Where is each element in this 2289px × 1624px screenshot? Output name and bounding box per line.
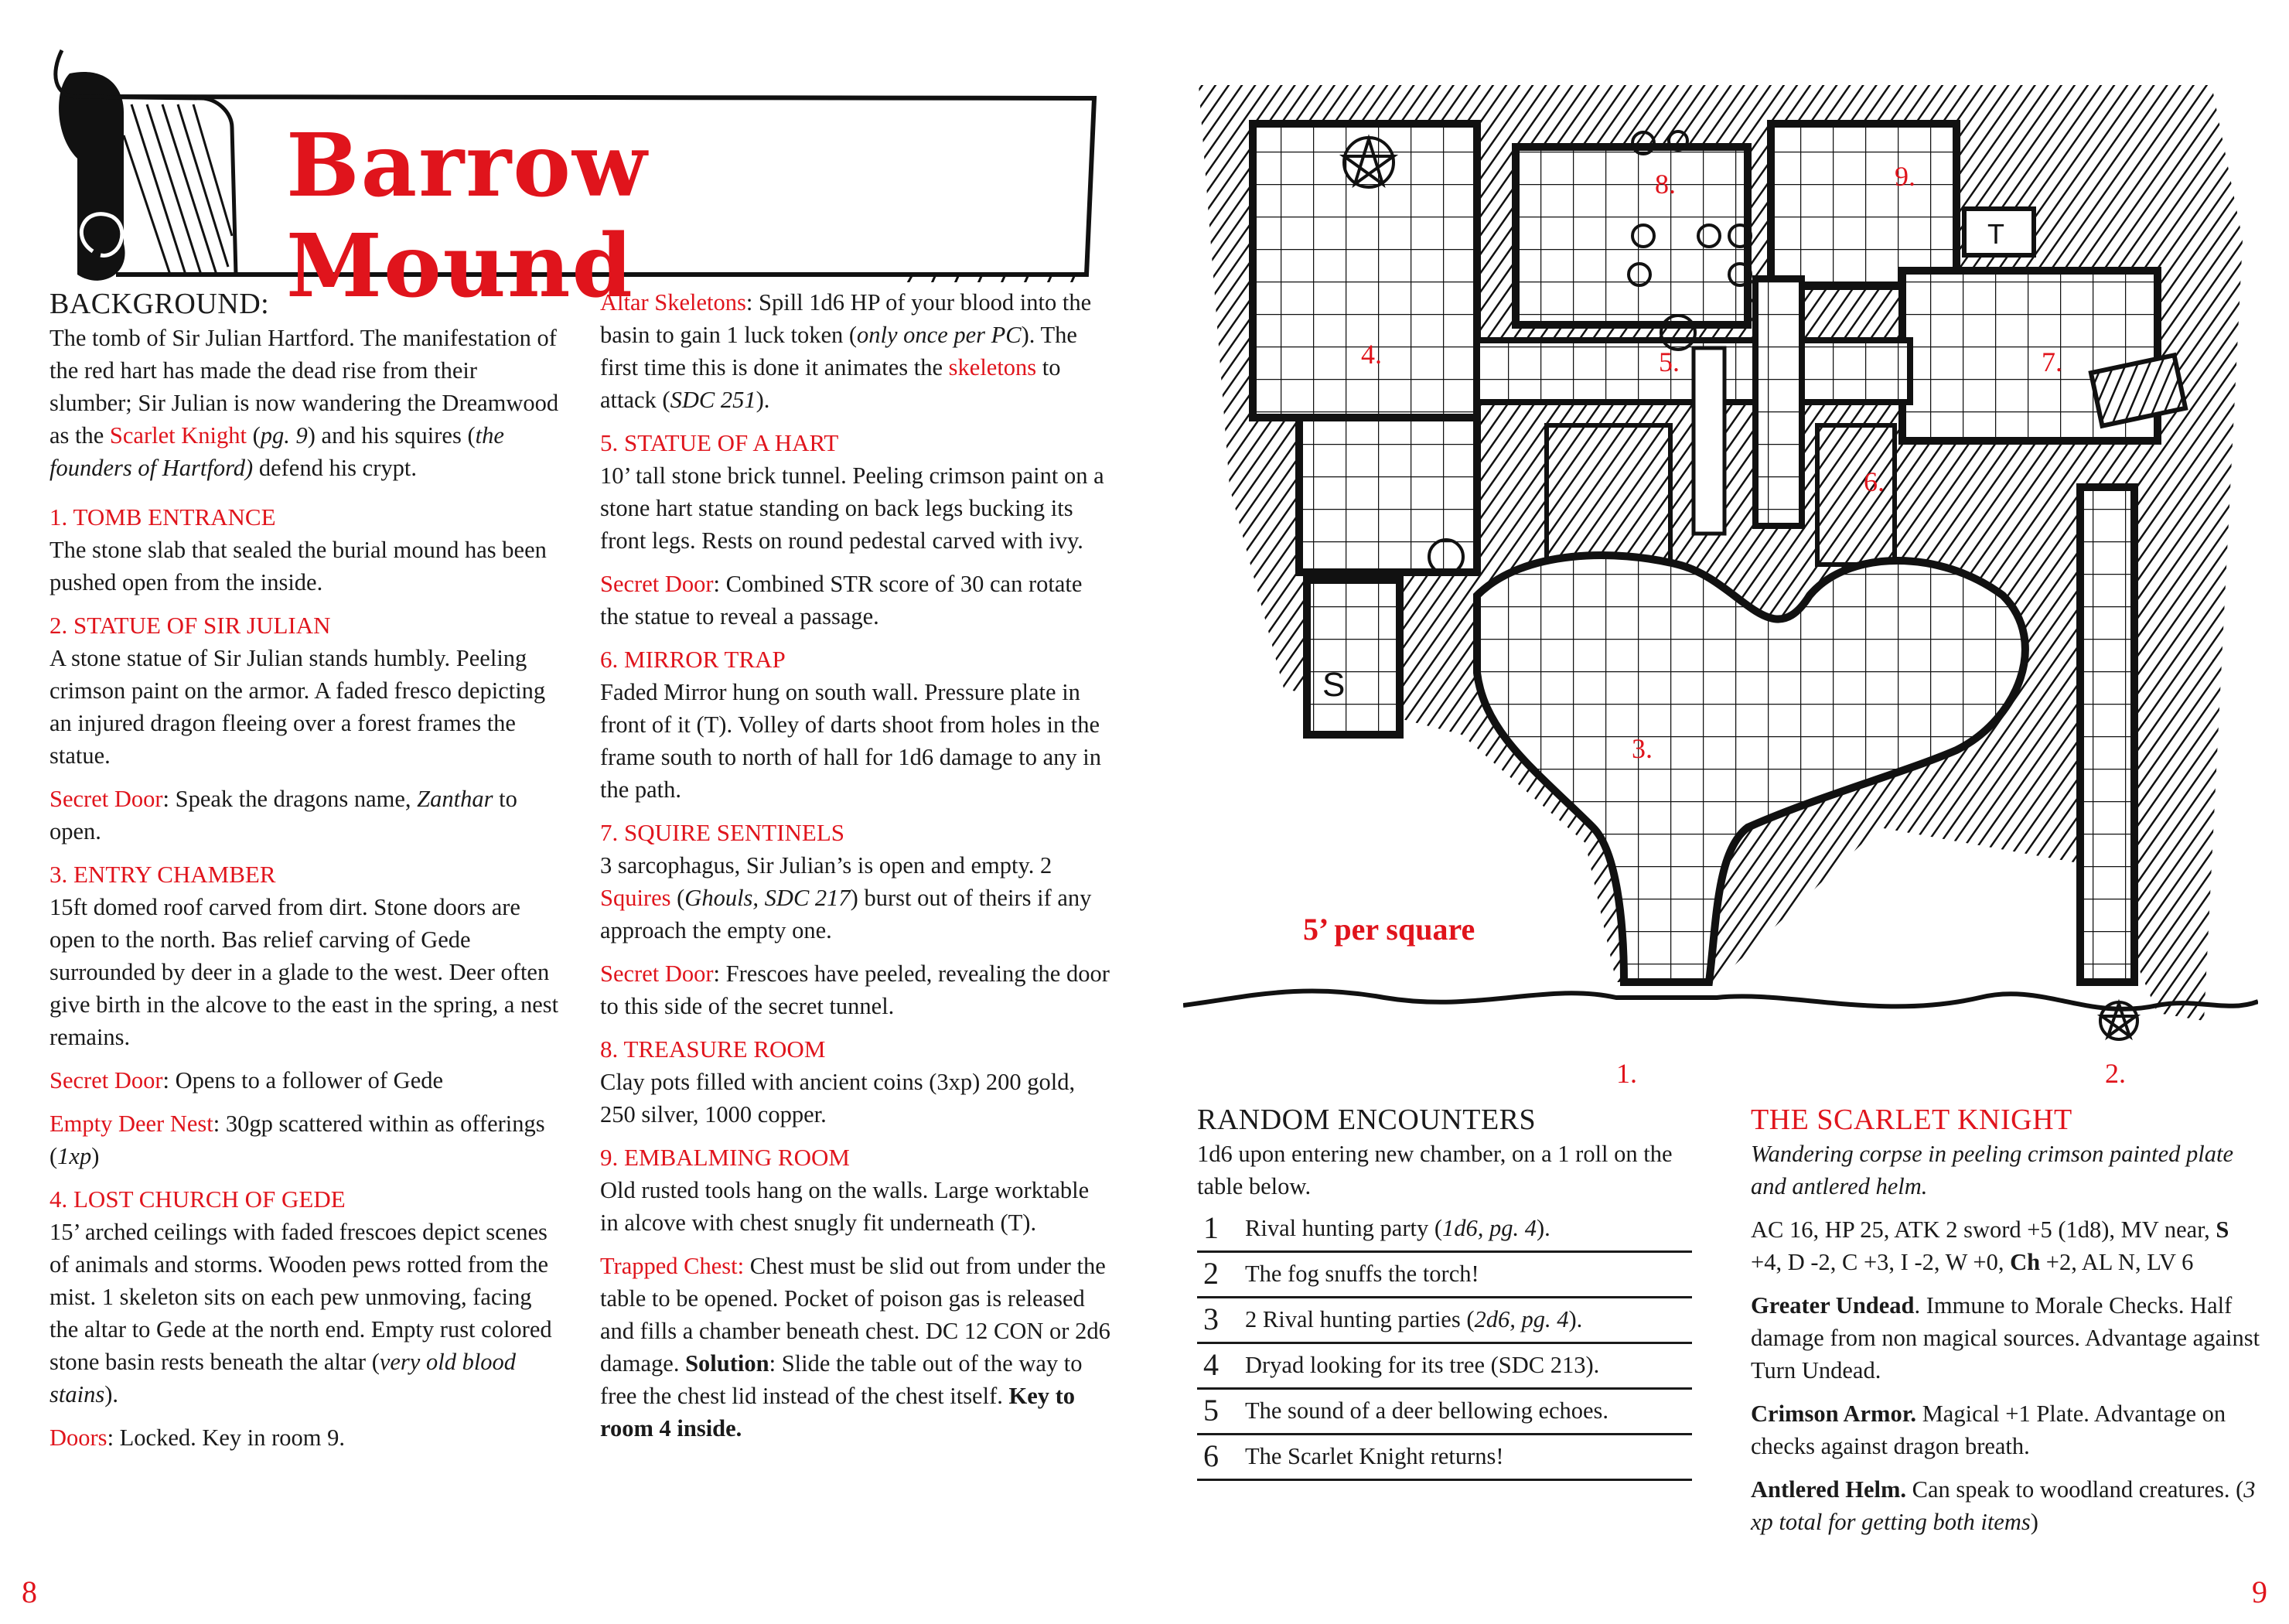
encounters-intro: 1d6 upon entering new chamber, on a 1 roll on the table below. xyxy=(1197,1141,1673,1199)
map-label-5: 5. xyxy=(1659,346,1680,377)
room-9-text: Old rusted tools hang on the walls. Large worktable in alcove with chest snugly fit underneath (T). xyxy=(600,1177,1090,1236)
map-label-9: 9. xyxy=(1895,161,1915,192)
column-2 xyxy=(600,286,1110,1455)
room-7-text: 3 sarcophagus, Sir Julian’s is open and empty. 2 Squires (Ghouls, SDC 217) burst out of theirs if any approach the empty one. xyxy=(600,852,1092,943)
room-1-title: 1. TOMB ENTRANCE xyxy=(49,503,276,531)
map-label-4: 4. xyxy=(1361,339,1382,370)
scarlet-knight-link: Scarlet Knight xyxy=(109,422,247,449)
room-5-secret: Secret Door: Combined STR score of 30 can rotate the statue to reveal a passage. xyxy=(600,571,1083,629)
map-label-1: 1. xyxy=(1616,1058,1637,1089)
room-4-doors: Doors: Locked. Key in room 9. xyxy=(49,1424,346,1451)
room-5-text: 10’ tall stone brick tunnel. Peeling crimson paint on a stone hart statue standing on back legs bucking its front legs. Rests on round pedestal carved with ivy. xyxy=(600,462,1104,554)
table-row: 5 The sound of a deer bellowing echoes. xyxy=(1197,1389,1692,1435)
knight-helm: Antlered Helm. Can speak to woodland creatures. (3 xp total for getting both items) xyxy=(1751,1476,2256,1535)
column-1 xyxy=(49,286,560,1465)
room-3-text: 15ft domed roof carved from dirt. Stone doors are open to the north. Bas relief carving of Gede surrounded by deer in a glade to the west. Deer often give birth in the alcove to the east in the spring, a nest remains. xyxy=(49,894,559,1050)
table-row: 1 Rival hunting party (1d6, pg. 4). xyxy=(1197,1207,1692,1252)
room-3-secret: Secret Door: Opens to a follower of Gede xyxy=(49,1067,444,1093)
room-3-title: 3. ENTRY CHAMBER xyxy=(49,861,276,888)
room-3-nest: Empty Deer Nest: 30gp scattered within as offerings (1xp) xyxy=(49,1111,545,1169)
room-7-title: 7. SQUIRE SENTINELS xyxy=(600,819,845,846)
room-6-title: 6. MIRROR TRAP xyxy=(600,646,786,673)
room-1-text: The stone slab that sealed the burial mound has been pushed open from the inside. xyxy=(49,537,547,595)
dungeon-map xyxy=(1183,54,2258,1090)
room-9-title: 9. EMBALMING ROOM xyxy=(600,1144,850,1171)
table-row: 4 Dryad looking for its tree (SDC 213). xyxy=(1197,1343,1692,1389)
room-9-trap: Trapped Chest: Chest must be slid out from under the table to be opened. Pocket of poison gas is released and fills a chamber beneath chest. DC 12 CON or 2d6 damage. Solution: Slide the table out of the way to free the chest lid instead of the chest itself. Key to room 4 inside. xyxy=(600,1253,1110,1441)
secret-mark: S xyxy=(1322,666,1346,704)
room-6-text: Faded Mirror hung on south wall. Pressure plate in front of it (T). Volley of darts shoot from holes in the frame south to north of hall for 1d6 damage to any in the path. xyxy=(600,679,1101,803)
room-2-secret: Secret Door: Speak the dragons name, Zanthar to open. xyxy=(49,786,517,844)
encounter-table xyxy=(1197,1207,1692,1481)
knight-stats: AC 16, HP 25, ATK 2 sword +5 (1d8), MV near, S +4, D -2, C +3, I -2, W +0, Ch +2, AL N, LV 6 xyxy=(1751,1216,2229,1275)
scarlet-knight-section xyxy=(1751,1102,2261,1549)
room-4-title: 4. LOST CHURCH OF GEDE xyxy=(49,1186,346,1213)
encounters-heading: RANDOM ENCOUNTERS xyxy=(1197,1104,1537,1136)
room-2-title: 2. STATUE OF SIR JULIAN xyxy=(49,612,331,639)
map-label-2: 2. xyxy=(2105,1058,2126,1089)
page-number-right: 9 xyxy=(2252,1575,2267,1609)
background-heading: BACKGROUND: xyxy=(49,288,270,320)
map-scale-label: 5’ per square xyxy=(1303,912,1475,947)
map-label-7: 7. xyxy=(2042,346,2062,377)
table-row: 2 The fog snuffs the torch! xyxy=(1197,1252,1692,1298)
room-5-title: 5. STATUE OF A HART xyxy=(600,429,839,456)
room-8-text: Clay pots filled with ancient coins (3xp) 200 gold, 250 silver, 1000 copper. xyxy=(600,1069,1076,1128)
knight-heading: THE SCARLET KNIGHT xyxy=(1751,1104,2072,1136)
trap-mark-9: T xyxy=(1987,218,2004,250)
room-4-text: 15’ arched ceilings with faded frescoes depict scenes of animals and storms. Wooden pews rotted from the mist. 1 skeleton sits on each pew unmoving, facing the altar to Gede at the north end. Empty rust colored stone basin rests beneath the altar (very old blood stains). xyxy=(49,1219,552,1407)
map-label-8: 8. xyxy=(1655,169,1676,200)
room-4-altar: Altar Skeletons: Spill 1d6 HP of your blood into the basin to gain 1 luck token (only once per PC). The first time this is done it animates the skeletons to attack (SDC 251). xyxy=(600,289,1092,413)
table-row: 3 2 Rival hunting parties (2d6, pg. 4). xyxy=(1197,1298,1692,1343)
room-2-text: A stone statue of Sir Julian stands humbly. Peeling crimson paint on the armor. A faded fresco depicting an injured dragon fleeing over a forest frames the statue. xyxy=(49,645,546,769)
room-7-secret: Secret Door: Frescoes have peeled, revealing the door to this side of the secret tunnel. xyxy=(600,960,1110,1019)
knight-subtitle: Wandering corpse in peeling crimson painted plate and antlered helm. xyxy=(1751,1141,2234,1199)
encounters-section xyxy=(1197,1102,1707,1481)
room-8-title: 8. TREASURE ROOM xyxy=(600,1035,826,1063)
background-text: The tomb of Sir Julian Hartford. The manifestation of the red hart has made the dead rise from their slumber; Sir Julian is now wandering the Dreamwood as the Scarlet Knight (pg. 9) and his squires (the founders of Hartford) defend his crypt. xyxy=(49,325,559,481)
page-title: Barrow Mound xyxy=(286,115,649,317)
map-label-3: 3. xyxy=(1632,733,1653,764)
table-row: 6 The Scarlet Knight returns! xyxy=(1197,1435,1692,1480)
map-label-6: 6. xyxy=(1864,466,1885,497)
page-number-left: 8 xyxy=(22,1575,37,1609)
knight-undead: Greater Undead. Immune to Morale Checks. Half damage from non magical sources. Advantage against Turn Undead. xyxy=(1751,1292,2260,1383)
knight-armor: Crimson Armor. Magical +1 Plate. Advantage on checks against dragon breath. xyxy=(1751,1401,2226,1459)
